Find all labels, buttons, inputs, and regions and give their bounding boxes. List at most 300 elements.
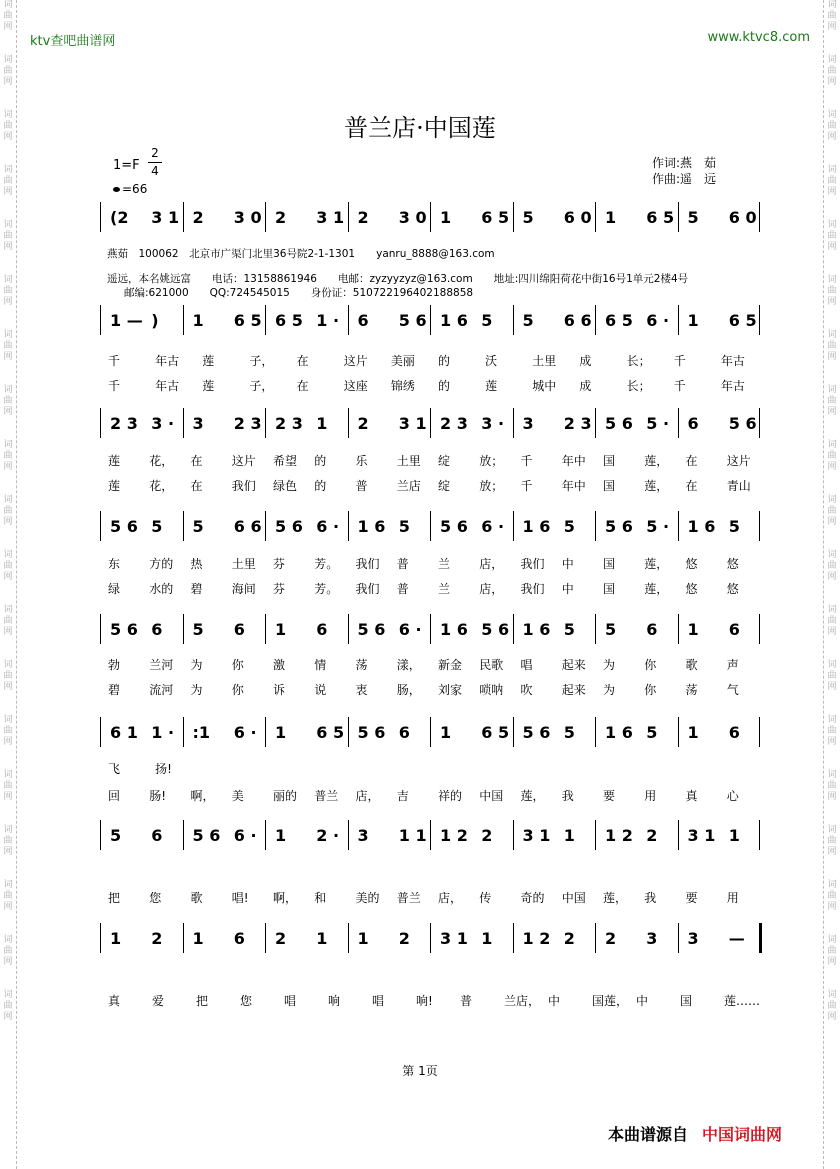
barline: [430, 202, 431, 232]
watermark-text: 词 曲 网: [827, 275, 837, 307]
lyric-syllable: 爱: [152, 994, 165, 1008]
barline: [513, 717, 514, 747]
lyric-line: [100, 992, 760, 1008]
lyric-syllable: 绿: [108, 582, 121, 596]
lyric-syllable: 兰店，: [504, 994, 541, 1008]
lyric-syllable: 悠: [726, 557, 739, 571]
lyric-syllable: 要: [685, 891, 698, 905]
lyric-syllable: 国: [680, 994, 693, 1008]
lyric-syllable: 普: [396, 582, 409, 596]
time-signature-top: 2: [151, 146, 159, 160]
note-group: 1 2: [522, 929, 551, 948]
note-group: 1 1: [398, 826, 427, 845]
lyric-syllable: 心: [726, 789, 739, 803]
lyric-line: [100, 681, 760, 697]
lyric-syllable: 土里: [532, 354, 557, 368]
note-group: 5 6: [192, 826, 221, 845]
lyric-syllable: 店，: [438, 891, 463, 905]
note-group: 1: [563, 826, 575, 845]
lyric-syllable: 花，: [149, 454, 174, 468]
lyric-syllable: 悠: [726, 582, 739, 596]
barline: [678, 408, 679, 438]
note-group: 3 1: [440, 929, 468, 948]
lyric-syllable: 你: [644, 658, 657, 672]
lyric-syllable: 你: [644, 683, 657, 697]
note-group: 1 ·: [151, 723, 175, 742]
right-margin-watermark: [823, 0, 840, 1169]
note-group: 6 5: [728, 311, 757, 330]
lyric-line: [100, 580, 760, 596]
lyric-syllable: 年古: [155, 354, 180, 368]
note-group: 1 2: [440, 826, 468, 845]
watermark-text: 词 曲 网: [827, 550, 837, 582]
note-group: 6 ·: [316, 517, 340, 536]
note-group: 1: [275, 620, 287, 639]
barline: [183, 820, 184, 850]
note-group: 3 1: [398, 414, 427, 433]
lyric-syllable: 新金: [438, 658, 463, 672]
barline: [759, 820, 760, 850]
note-group: 2: [151, 929, 163, 948]
lyric-syllable: 把: [108, 891, 121, 905]
lyric-syllable: 普兰: [396, 891, 421, 905]
staff-line: [100, 923, 760, 953]
watermark-text: 词 曲 网: [3, 440, 13, 472]
barline: [265, 820, 266, 850]
note-group: 1 2: [605, 826, 633, 845]
note-group: 6 ·: [481, 517, 505, 536]
lyric-syllable: 祥的: [438, 789, 463, 803]
lyric-syllable: 水的: [149, 582, 174, 596]
barline: [348, 305, 349, 335]
lyric-syllable: 海间: [231, 582, 256, 596]
barline: [348, 923, 349, 953]
lyric-syllable: 您: [149, 891, 162, 905]
note-group: 6 5: [481, 723, 510, 742]
lyric-syllable: 起来: [561, 658, 586, 672]
lyric-syllable: 在: [685, 454, 698, 468]
lyric-syllable: 这片: [343, 354, 368, 368]
lyric-syllable: 为: [190, 683, 203, 697]
barline: [678, 614, 679, 644]
note-group: 3: [646, 929, 658, 948]
lyric-syllable: 民歌: [479, 658, 504, 672]
barline: [100, 820, 101, 850]
lyric-syllable: 芬: [273, 582, 286, 596]
lyric-syllable: 年中: [561, 454, 586, 468]
note-group: 3 1: [522, 826, 551, 845]
lyric-syllable: 情: [314, 658, 327, 672]
lyric-syllable: 莲，: [644, 479, 669, 493]
note-group: 6: [151, 620, 163, 639]
barline: [513, 923, 514, 953]
barline: [100, 202, 101, 232]
note-group: 1: [316, 929, 328, 948]
note-group: 5 6: [440, 517, 468, 536]
site-link-right[interactable]: www.ktvc8.com: [707, 30, 810, 45]
quarter-note-icon: [113, 187, 120, 192]
lyric-syllable: 在: [296, 379, 309, 393]
lyric-syllable: 千: [673, 354, 686, 368]
watermark-text: 词 曲 网: [3, 275, 13, 307]
note-group: 5 6: [728, 414, 757, 433]
barline: [678, 820, 679, 850]
tempo-value: =66: [122, 182, 148, 196]
lyric-syllable: 唱: [372, 994, 385, 1008]
lyric-line: [100, 477, 760, 493]
note-group: 6 ·: [233, 826, 257, 845]
lyric-syllable: 悠: [685, 582, 698, 596]
lyric-syllable: 花，: [149, 479, 174, 493]
barline: [265, 717, 266, 747]
key-signature: 1=F: [113, 158, 140, 173]
barline: [595, 511, 596, 541]
note-group: 5: [522, 208, 534, 227]
note-group: 1: [192, 311, 204, 330]
lyric-syllable: 店，: [479, 582, 504, 596]
barline: [265, 923, 266, 953]
lyric-syllable: 美: [231, 789, 244, 803]
tempo-mark: [113, 182, 147, 196]
lyric-syllable: 普兰: [314, 789, 339, 803]
note-group: 1 6: [605, 723, 633, 742]
lyric-syllable: 兰: [438, 582, 451, 596]
watermark-text: 词 曲 网: [3, 715, 13, 747]
note-group: 6 5: [605, 311, 633, 330]
note-group: 5: [728, 517, 740, 536]
watermark-text: 词 曲 网: [827, 605, 837, 637]
note-group: 5: [563, 620, 575, 639]
lyric-line: [100, 889, 760, 905]
note-group: 5 6: [398, 311, 427, 330]
site-link-left[interactable]: ktv查吧曲谱网: [30, 34, 116, 49]
watermark-text: 词 曲 网: [827, 880, 837, 912]
barline: [183, 923, 184, 953]
source-site-link[interactable]: 中国词曲网: [702, 1125, 783, 1144]
note-group: 3 ·: [151, 414, 175, 433]
lyric-syllable: 吹: [520, 683, 533, 697]
barline: [595, 923, 596, 953]
lyric-syllable: 衷: [355, 683, 368, 697]
note-group: 5: [605, 620, 617, 639]
lyric-syllable: 芬: [273, 557, 286, 571]
lyric-syllable: 肠!: [149, 789, 167, 803]
note-group: 5: [563, 517, 575, 536]
note-group: 1: [728, 826, 740, 845]
barline: [430, 408, 431, 438]
barline: [678, 511, 679, 541]
lyric-syllable: 你: [231, 683, 244, 697]
note-group: 1: [275, 723, 287, 742]
lyric-syllable: 啊，: [190, 789, 215, 803]
lyric-syllable: 诉: [273, 683, 286, 697]
lyric-syllable: 年中: [561, 479, 586, 493]
note-group: 5 6: [357, 723, 386, 742]
watermark-text: 词 曲 网: [3, 550, 13, 582]
watermark-text: 词 曲 网: [827, 55, 837, 87]
note-group: 3 0: [398, 208, 427, 227]
lyric-syllable: 青山: [726, 479, 751, 493]
watermark-text: 词 曲 网: [827, 330, 837, 362]
lyric-syllable: 我们: [231, 479, 256, 493]
note-group: 6 ·: [398, 620, 422, 639]
barline: [265, 614, 266, 644]
lyric-syllable: 芳。: [314, 557, 339, 571]
lyric-syllable: 店，: [355, 789, 380, 803]
note-group: 6 0: [728, 208, 757, 227]
note-group: 6 ·: [233, 723, 257, 742]
lyric-syllable: 这片: [726, 454, 751, 468]
note-group: 1: [687, 311, 699, 330]
lyric-syllable: 锦绣: [390, 379, 415, 393]
staff-line: [100, 202, 760, 232]
lyric-syllable: 唱: [284, 994, 297, 1008]
note-group: 1 6: [357, 517, 386, 536]
watermark-text: 词 曲 网: [3, 770, 13, 802]
note-group: 1: [316, 414, 328, 433]
barline: [100, 511, 101, 541]
lyric-syllable: 绽: [438, 454, 451, 468]
watermark-text: 词 曲 网: [827, 0, 837, 32]
watermark-text: 词 曲 网: [827, 770, 837, 802]
note-group: 6: [398, 723, 410, 742]
barline: [348, 717, 349, 747]
barline: [348, 408, 349, 438]
lyric-line: [100, 352, 760, 368]
watermark-text: 词 曲 网: [827, 935, 837, 967]
lyric-syllable: 的: [438, 354, 451, 368]
note-group: 1: [110, 929, 122, 948]
note-group: 6 5: [481, 208, 510, 227]
note-group: 6 ·: [646, 311, 670, 330]
barline: [430, 305, 431, 335]
watermark-text: 词 曲 网: [3, 990, 13, 1022]
lyric-syllable: 美的: [355, 891, 380, 905]
barline: [759, 408, 760, 438]
lyric-syllable: 莲，: [644, 582, 669, 596]
lyric-syllable: 这座: [343, 379, 368, 393]
lyric-syllable: 歌: [685, 658, 698, 672]
note-group: 6: [233, 620, 245, 639]
page-number: 第 1页: [402, 1064, 438, 1078]
note-group: 5: [192, 620, 204, 639]
barline: [183, 408, 184, 438]
note-group: 1: [687, 723, 699, 742]
lyric-syllable: 年古: [720, 379, 745, 393]
note-group: 2: [275, 208, 287, 227]
note-group: 6 5: [233, 311, 262, 330]
note-group: 6 5: [646, 208, 675, 227]
note-group: 3 0: [233, 208, 262, 227]
lyric-syllable: 的: [438, 379, 451, 393]
lyric-syllable: 荡: [685, 683, 698, 697]
lyric-syllable: 国: [603, 582, 616, 596]
staff-line: [100, 717, 760, 747]
lyric-line: [100, 760, 760, 776]
lyric-syllable: 你: [231, 658, 244, 672]
lyric-syllable: 声: [726, 658, 739, 672]
lyric-syllable: 千: [673, 379, 686, 393]
lyric-syllable: 年古: [720, 354, 745, 368]
note-group: 5 ·: [646, 414, 670, 433]
lyric-syllable: 千: [108, 354, 121, 368]
lyric-syllable: 吉: [396, 789, 409, 803]
note-group: 1 6: [440, 620, 468, 639]
watermark-text: 词 曲 网: [827, 990, 837, 1022]
note-group: 5 6: [605, 517, 633, 536]
lyric-syllable: 普: [396, 557, 409, 571]
lyric-syllable: 勃: [108, 658, 121, 672]
lyric-syllable: 店，: [479, 557, 504, 571]
note-group: 5: [151, 517, 163, 536]
note-group: 1: [192, 929, 204, 948]
lyric-syllable: 您: [240, 994, 253, 1008]
note-group: 5 6: [110, 517, 138, 536]
note-group: 2 ·: [316, 826, 340, 845]
note-group: 6 1: [110, 723, 138, 742]
note-group: 6: [357, 311, 369, 330]
note-group: 6 0: [563, 208, 592, 227]
lyric-syllable: 绽: [438, 479, 451, 493]
lyric-syllable: 中: [636, 994, 649, 1008]
note-group: 1 ·: [316, 311, 340, 330]
staff-line: [100, 614, 760, 644]
watermark-text: 词 曲 网: [3, 220, 13, 252]
lyric-syllable: 热: [190, 557, 203, 571]
lyric-syllable: 我们: [520, 557, 545, 571]
lyric-syllable: 国莲，: [592, 994, 629, 1008]
lyric-syllable: 奇的: [520, 891, 545, 905]
note-group: 2: [605, 929, 617, 948]
note-group: 2 3: [563, 414, 592, 433]
source-label: 本曲谱源自: [608, 1125, 689, 1144]
watermark-text: 词 曲 网: [827, 660, 837, 692]
note-group: 1: [481, 929, 493, 948]
watermark-text: 词 曲 网: [827, 385, 837, 417]
lyric-syllable: 莲: [202, 354, 215, 368]
lyric-syllable: 的: [314, 454, 327, 468]
barline: [348, 614, 349, 644]
note-group: 5 6: [481, 620, 510, 639]
lyric-syllable: 唢呐: [479, 683, 504, 697]
lyric-line: [100, 452, 760, 468]
lyric-syllable: 扬!: [155, 762, 172, 776]
lyric-syllable: 在: [685, 479, 698, 493]
lyric-syllable: 这片: [231, 454, 256, 468]
lyric-syllable: 中: [561, 582, 574, 596]
barline: [595, 305, 596, 335]
lyric-syllable: 我们: [355, 582, 380, 596]
note-group: 6: [646, 620, 658, 639]
barline: [513, 408, 514, 438]
lyric-line: [100, 555, 760, 571]
lyric-syllable: 碧: [190, 582, 203, 596]
note-group: 2: [563, 929, 575, 948]
watermark-text: 词 曲 网: [827, 110, 837, 142]
lyric-syllable: 长；: [626, 379, 651, 393]
lyric-syllable: 我们: [355, 557, 380, 571]
note-group: 5: [192, 517, 204, 536]
note-group: 1: [357, 929, 369, 948]
note-group: 6: [151, 826, 163, 845]
lyric-syllable: 成: [579, 379, 592, 393]
note-group: (2: [110, 208, 129, 227]
watermark-text: 词 曲 网: [3, 330, 13, 362]
barline: [100, 923, 101, 953]
staff-line: [100, 305, 760, 335]
note-group: 6 6: [563, 311, 592, 330]
lyric-syllable: 我: [644, 891, 657, 905]
barline: [430, 923, 431, 953]
lyric-syllable: 子，: [249, 379, 274, 393]
lyric-syllable: 说: [314, 683, 327, 697]
lyric-syllable: 用: [726, 891, 739, 905]
note-group: 2: [481, 826, 493, 845]
barline: [759, 305, 760, 335]
note-group: 1 6: [687, 517, 716, 536]
barline: [265, 408, 266, 438]
lyric-syllable: 激: [273, 658, 286, 672]
lyric-syllable: 为: [190, 658, 203, 672]
lyric-syllable: 绿色: [273, 479, 298, 493]
note-group: 6: [316, 620, 328, 639]
lyric-syllable: 东: [108, 557, 121, 571]
lyric-syllable: 歌: [190, 891, 203, 905]
note-group: —: [728, 929, 745, 948]
note-group: 5: [563, 723, 575, 742]
lyric-syllable: 在: [190, 454, 203, 468]
note-group: 5: [522, 311, 534, 330]
lyric-syllable: 在: [296, 354, 309, 368]
note-group: 1: [687, 620, 699, 639]
watermark-text: 词 曲 网: [3, 0, 13, 32]
barline: [430, 717, 431, 747]
lyric-syllable: 中国: [561, 891, 586, 905]
lyric-syllable: 丽的: [273, 789, 298, 803]
watermark-text: 词 曲 网: [3, 385, 13, 417]
note-group: 5 6: [605, 414, 633, 433]
lyric-syllable: 在: [190, 479, 203, 493]
lyric-syllable: 流河: [149, 683, 174, 697]
note-group: 2: [398, 929, 410, 948]
lyric-syllable: 中国: [479, 789, 504, 803]
lyric-syllable: 唱!: [231, 891, 249, 905]
lyric-syllable: 乐: [355, 454, 368, 468]
watermark-text: 词 曲 网: [3, 110, 13, 142]
note-group: 2: [357, 208, 369, 227]
note-group: 1: [440, 208, 452, 227]
watermark-text: 词 曲 网: [3, 880, 13, 912]
note-group: 2 3: [275, 414, 303, 433]
watermark-text: 词 曲 网: [827, 440, 837, 472]
lyric-syllable: 飞: [108, 762, 121, 776]
note-group: 5: [687, 208, 699, 227]
note-group: 1: [440, 723, 452, 742]
note-group: 6: [687, 414, 699, 433]
lyric-syllable: 我: [561, 789, 574, 803]
barline: [348, 202, 349, 232]
note-group: 5 6: [522, 723, 551, 742]
watermark-text: 词 曲 网: [827, 495, 837, 527]
note-group: 5: [646, 723, 658, 742]
lyric-syllable: 千: [108, 379, 121, 393]
lyric-syllable: 啊，: [273, 891, 298, 905]
lyric-syllable: 起来: [561, 683, 586, 697]
note-group: 2 3: [233, 414, 262, 433]
lyric-syllable: 我们: [520, 582, 545, 596]
lyric-syllable: 年古: [155, 379, 180, 393]
barline: [100, 614, 101, 644]
